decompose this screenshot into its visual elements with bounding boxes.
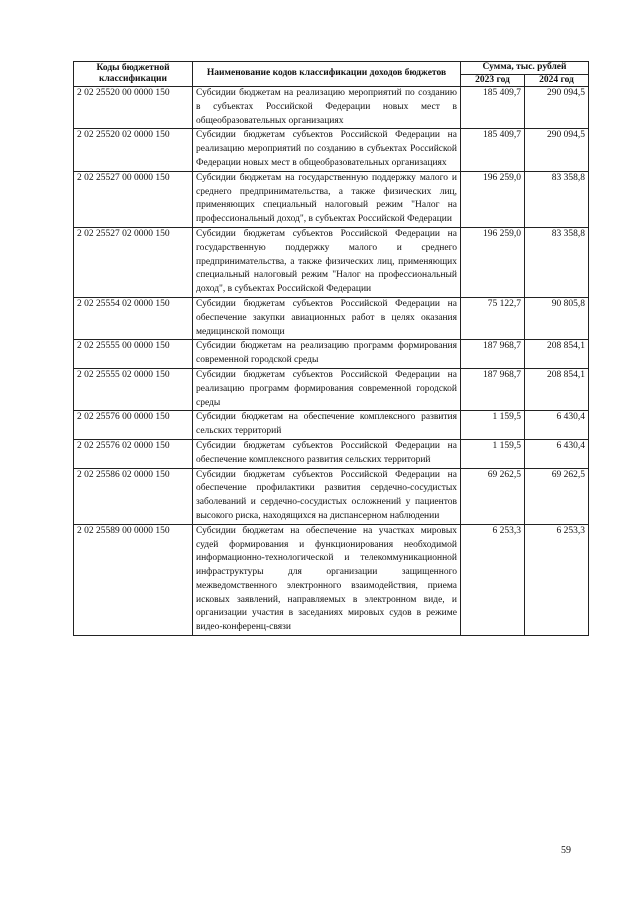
row-code: 2 02 25576 02 0000 150 xyxy=(74,439,193,468)
row-amount-2024: 208 854,1 xyxy=(525,368,589,410)
header-codes: Коды бюджетной классификации xyxy=(74,62,193,87)
row-code: 2 02 25555 02 0000 150 xyxy=(74,368,193,410)
row-amount-2023: 1 159,5 xyxy=(461,439,525,468)
table-row xyxy=(74,129,589,171)
row-amount-2023: 75 122,7 xyxy=(461,297,525,339)
row-amount-2023: 187 968,7 xyxy=(461,368,525,410)
row-code: 2 02 25554 02 0000 150 xyxy=(74,297,193,339)
row-amount-2024: 290 094,5 xyxy=(525,129,589,171)
table-row xyxy=(74,340,589,369)
row-amount-2024: 6 253,3 xyxy=(525,524,589,635)
row-code: 2 02 25527 02 0000 150 xyxy=(74,227,193,297)
table-row xyxy=(74,87,589,129)
table-row xyxy=(74,524,589,635)
row-amount-2024: 290 094,5 xyxy=(525,87,589,129)
row-amount-2024: 69 262,5 xyxy=(525,468,589,524)
header-year-2024: 2024 год xyxy=(525,74,589,87)
row-amount-2023: 6 253,3 xyxy=(461,524,525,635)
row-name: Субсидии бюджетам на реализацию программ формирования современной городской среды xyxy=(193,340,461,369)
row-code: 2 02 25527 00 0000 150 xyxy=(74,171,193,227)
row-name: Субсидии бюджетам субъектов Российской Федерации на обеспечение закупки авиационных работ в целях оказания медицинской помощи xyxy=(193,297,461,339)
row-amount-2023: 69 262,5 xyxy=(461,468,525,524)
page-number: 59 xyxy=(561,845,571,856)
row-name: Субсидии бюджетам субъектов Российской Федерации на реализацию программ формирования современной городской среды xyxy=(193,368,461,410)
table-row xyxy=(74,297,589,339)
row-amount-2024: 90 805,8 xyxy=(525,297,589,339)
header-name: Наименование кодов классификации доходов бюджетов xyxy=(193,62,461,87)
row-amount-2024: 6 430,4 xyxy=(525,439,589,468)
row-amount-2024: 83 358,8 xyxy=(525,171,589,227)
row-amount-2023: 187 968,7 xyxy=(461,340,525,369)
table-row xyxy=(74,368,589,410)
row-name: Субсидии бюджетам на реализацию мероприятий по созданию в субъектах Российской Федерации новых мест в общеобразовательных организациях xyxy=(193,87,461,129)
row-amount-2023: 196 259,0 xyxy=(461,171,525,227)
row-code: 2 02 25520 02 0000 150 xyxy=(74,129,193,171)
table-row xyxy=(74,171,589,227)
budget-classification-table xyxy=(73,61,589,636)
row-amount-2023: 185 409,7 xyxy=(461,129,525,171)
row-code: 2 02 25555 00 0000 150 xyxy=(74,340,193,369)
row-amount-2024: 83 358,8 xyxy=(525,227,589,297)
row-name: Субсидии бюджетам субъектов Российской Федерации на обеспечение комплексного развития сельских территорий xyxy=(193,439,461,468)
row-amount-2023: 1 159,5 xyxy=(461,411,525,440)
row-name: Субсидии бюджетам субъектов Российской Федерации на государственную поддержку малого и среднего предпринимательства, а также физических лиц, применяющих специальный налоговый режим "Налог на профессиональный доход", в субъектах Российской Федерации xyxy=(193,227,461,297)
row-code: 2 02 25520 00 0000 150 xyxy=(74,87,193,129)
row-name: Субсидии бюджетам на государственную поддержку малого и среднего предпринимательства, а также физических лиц, применяющих специальный налоговый режим "Налог на профессиональный доход", в субъектах Российской Федерации xyxy=(193,171,461,227)
row-amount-2024: 208 854,1 xyxy=(525,340,589,369)
row-name: Субсидии бюджетам на обеспечение на участках мировых судей формирования и функционирования необходимой информационно-технологической и телекоммуникационной инфраструктуры для организации защищенного межведомственного электронного взаимодействия, приема исковых заявлений, направляемых в электронном виде, и организации участия в заседаниях мировых судов в режиме видео-конференц-связи xyxy=(193,524,461,635)
row-name: Субсидии бюджетам на обеспечение комплексного развития сельских территорий xyxy=(193,411,461,440)
row-name: Субсидии бюджетам субъектов Российской Федерации на обеспечение профилактики развития сердечно-сосудистых заболеваний и сердечно-сосудистых осложнений у пациентов высокого риска, находящихся на диспансерном наблюдении xyxy=(193,468,461,524)
row-amount-2024: 6 430,4 xyxy=(525,411,589,440)
table-row xyxy=(74,468,589,524)
row-code: 2 02 25576 00 0000 150 xyxy=(74,411,193,440)
row-code: 2 02 25589 00 0000 150 xyxy=(74,524,193,635)
row-amount-2023: 185 409,7 xyxy=(461,87,525,129)
header-year-2023: 2023 год xyxy=(461,74,525,87)
row-amount-2023: 196 259,0 xyxy=(461,227,525,297)
table-row xyxy=(74,227,589,297)
row-name: Субсидии бюджетам субъектов Российской Федерации на реализацию мероприятий по созданию в субъектах Российской Федерации новых мест в общеобразовательных организациях xyxy=(193,129,461,171)
table-row xyxy=(74,439,589,468)
row-code: 2 02 25586 02 0000 150 xyxy=(74,468,193,524)
table-row xyxy=(74,411,589,440)
header-sum: Сумма, тыс. рублей xyxy=(461,62,589,75)
